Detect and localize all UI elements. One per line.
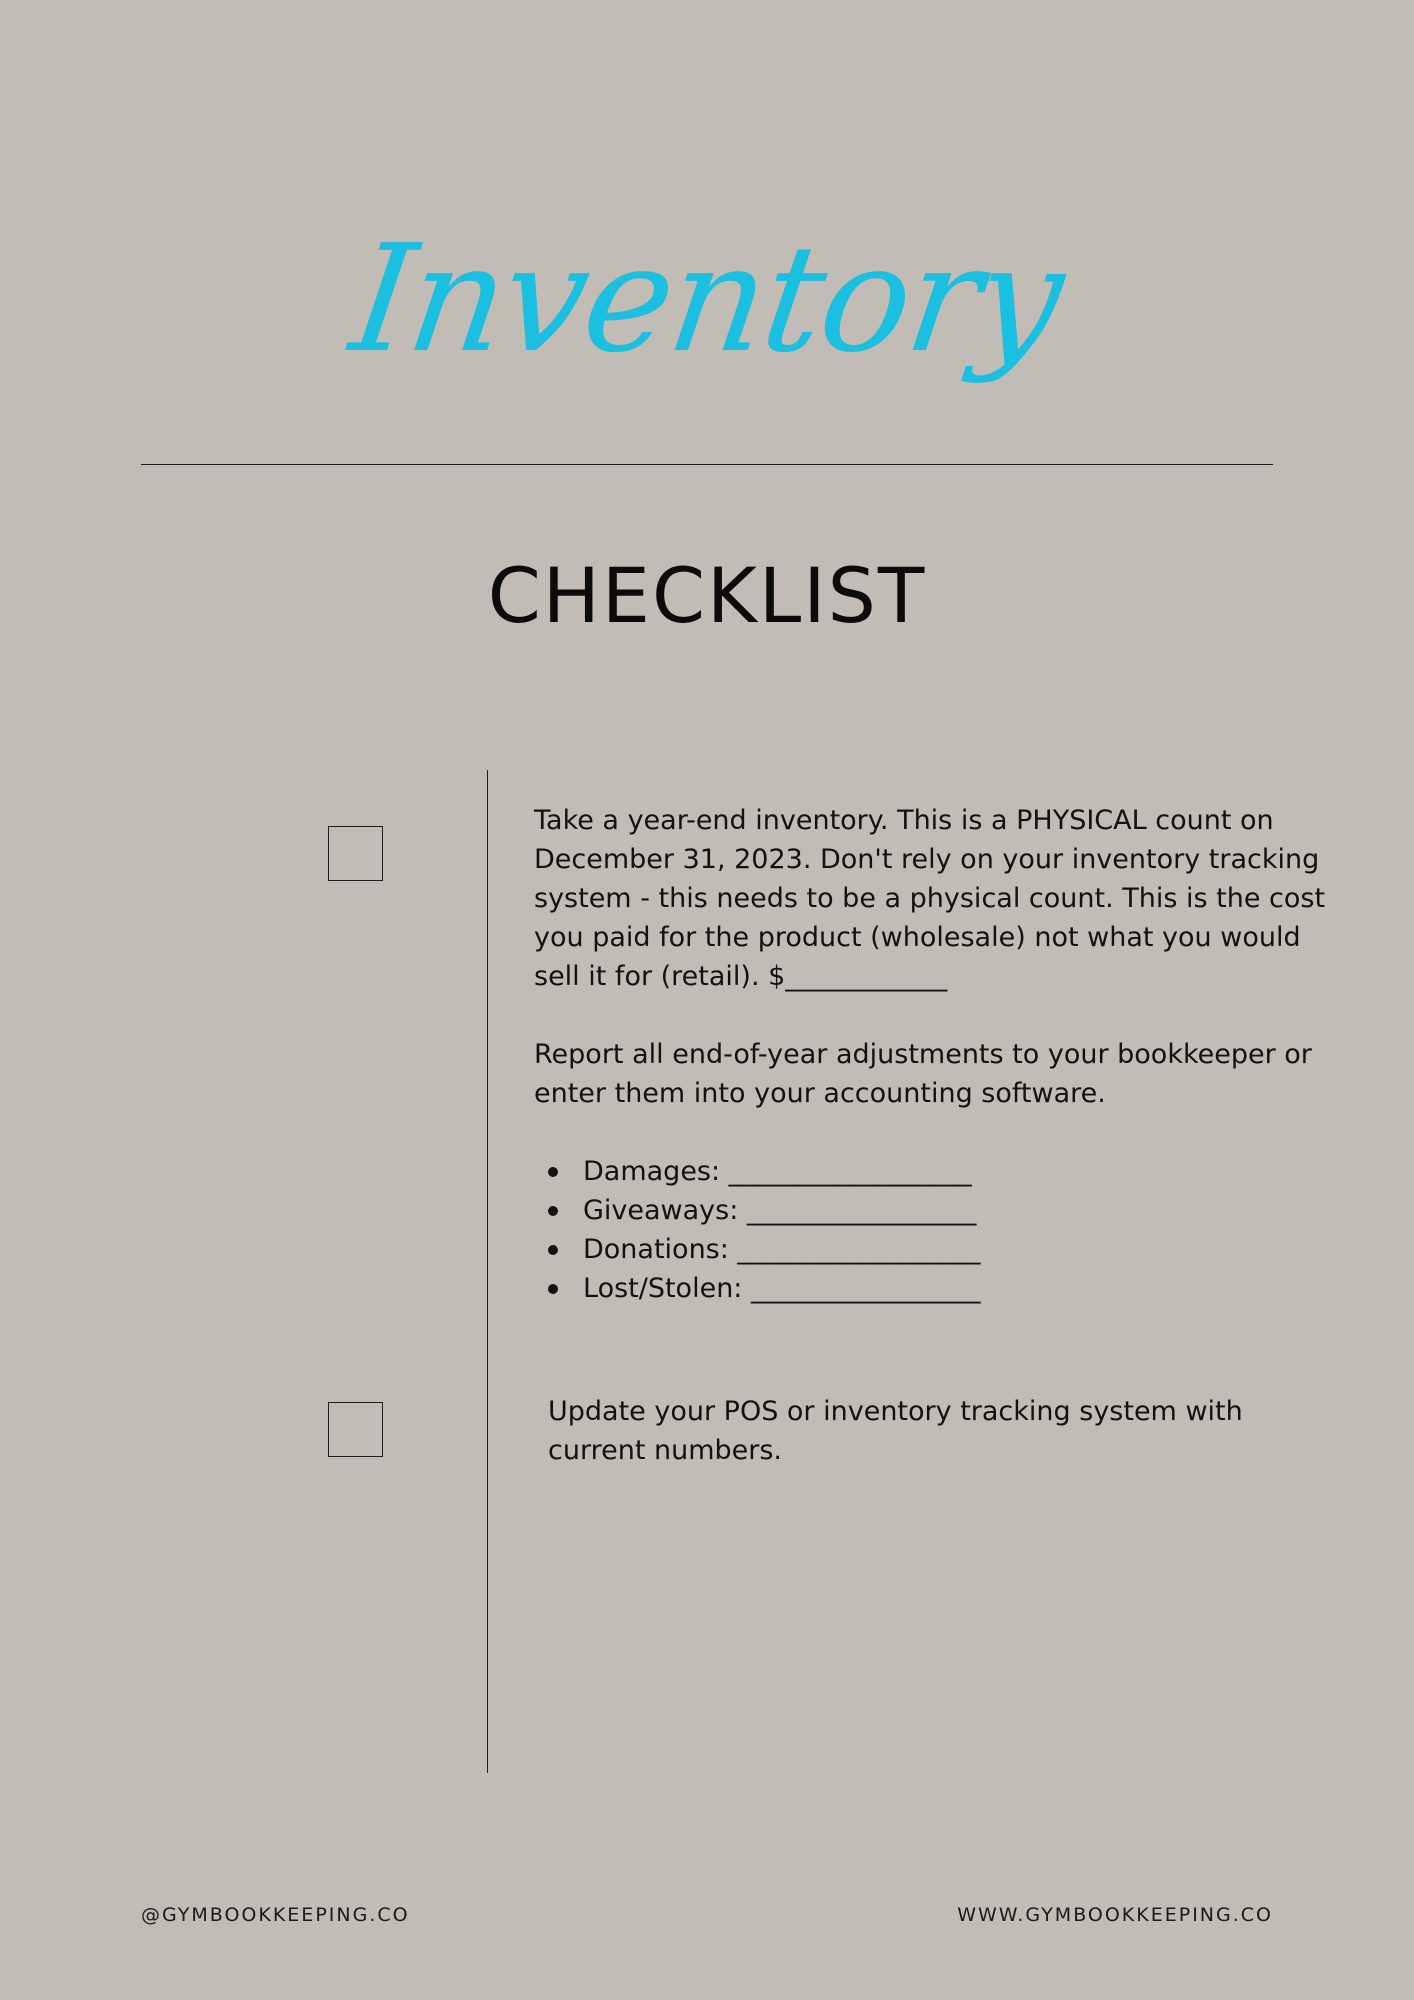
adjustment-lost-stolen: Lost/Stolen: _________________ <box>583 1273 981 1304</box>
inventory-count-paragraph: Take a year-end inventory. This is a PHYSICAL count on December 31, 2023. Don't rely on your inventory tracking system - this needs to be a physical count. This is the cost you paid for the product (wholesale) not what you would sell it for (retail). $____________ <box>534 805 1326 992</box>
adjustments-paragraph: Report all end-of-year adjustments to your bookkeeper or enter them into your accounting software. <box>534 1039 1312 1109</box>
footer-website: WWW.GYMBOOKKEEPING.CO <box>957 1904 1273 1926</box>
vertical-divider <box>487 770 488 1773</box>
adjustments-list <box>534 1152 1334 1308</box>
list-item <box>534 1269 1334 1308</box>
adjustment-giveaways: Giveaways: _________________ <box>583 1195 977 1226</box>
footer-social-handle: @GYMBOOKKEEPING.CO <box>141 1904 410 1926</box>
bullet-icon <box>548 1206 558 1216</box>
adjustment-damages: Damages: __________________ <box>583 1156 972 1187</box>
checklist-item-year-end-inventory <box>534 801 1334 1308</box>
list-item <box>534 1191 1334 1230</box>
checklist-heading: CHECKLIST <box>487 551 927 640</box>
list-item <box>534 1152 1334 1191</box>
bullet-icon <box>548 1245 558 1255</box>
checklist-item-update-pos: Update your POS or inventory tracking system with current numbers. <box>548 1396 1243 1466</box>
list-item <box>534 1230 1334 1269</box>
checkbox-update-pos[interactable] <box>328 1402 383 1457</box>
script-title: Inventory <box>342 213 1072 385</box>
bullet-icon <box>548 1167 558 1177</box>
adjustment-donations: Donations: __________________ <box>583 1234 981 1265</box>
title-divider <box>141 464 1273 465</box>
bullet-icon <box>548 1284 558 1294</box>
checkbox-year-end-inventory[interactable] <box>328 826 383 881</box>
